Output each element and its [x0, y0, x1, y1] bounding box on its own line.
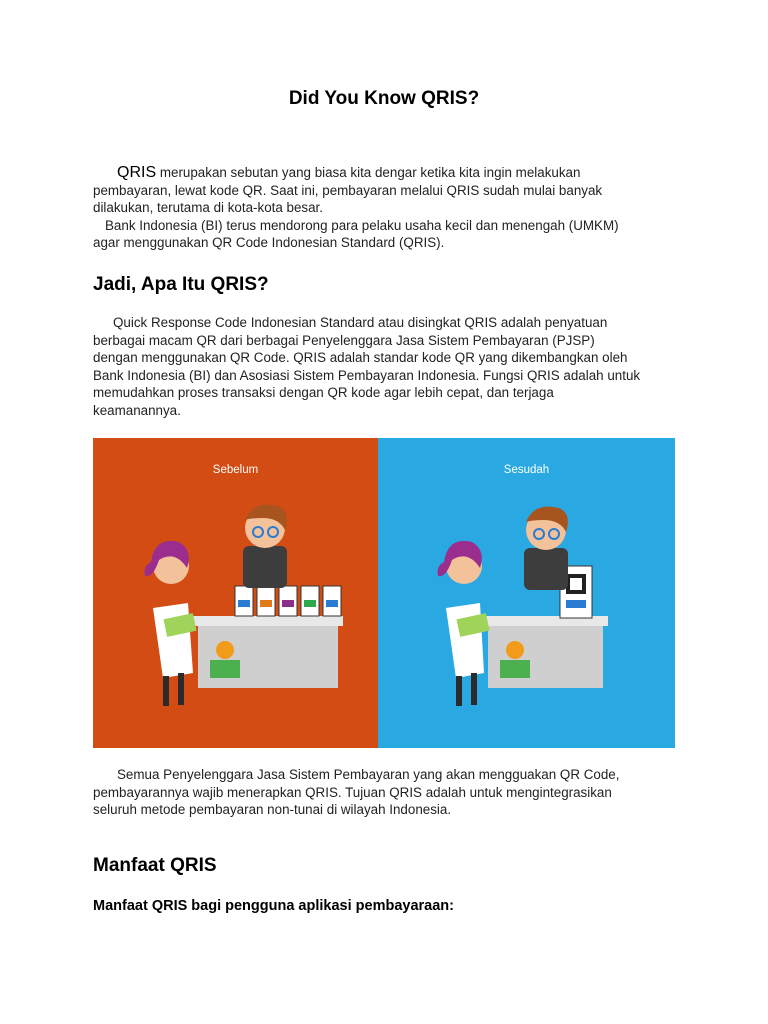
before-panel — [93, 438, 378, 748]
section1-line: keamanannya. — [93, 402, 181, 418]
before-label: Sebelum — [212, 464, 259, 476]
paragraph2-line: Semua Penyelenggara Jasa Sistem Pembayaran yang akan mengguakan QR Code, — [117, 767, 620, 782]
section1-paragraph — [93, 314, 683, 420]
section-subheading-benefits: Manfaat QRIS bagi pengguna aplikasi pembayaraan: — [93, 898, 454, 914]
after-label: Sesudah — [503, 464, 550, 476]
section-heading-manfaat-qris: Manfaat QRIS — [93, 855, 217, 876]
section1-line: Quick Response Code Indonesian Standard atau disingkat QRIS adalah penyatuan — [113, 315, 608, 330]
after-panel — [378, 438, 675, 748]
page-title: Did You Know QRIS? — [288, 88, 480, 109]
intro-paragraph — [93, 164, 683, 252]
section1-line: dengan menggunakan QR Code. QRIS adalah standar kode QR yang dikembangkan oleh — [93, 350, 628, 366]
paragraph2-line: pembayarannya wajib menerapkan QRIS. Tujuan QRIS adalah untuk mengintegrasikan — [93, 784, 612, 800]
section1-line: memudahkan proses transaksi dengan QR kode agar lebih cepat, dan terjaga — [93, 385, 554, 401]
intro-line-1 — [93, 164, 683, 182]
intro-line-2: pembayaran, lewat kode QR. Saat ini, pembayaran melalui QRIS sudah mulai banyak — [93, 182, 603, 198]
intro-line-1-text: merupakan sebutan yang biasa kita dengar ketika kita ingin melakukan — [156, 165, 581, 180]
section1-line: berbagai macam QR dari berbagai Penyelenggara Jasa Sistem Pembayaran (PJSP) — [93, 332, 595, 348]
intro-line-5: agar menggunakan QR Code Indonesian Standard (QRIS). — [93, 235, 445, 251]
after-scene-illustration — [378, 438, 675, 748]
intro-line-4: Bank Indonesia (BI) terus mendorong para pelaku usaha kecil dan menengah (UMKM) — [105, 217, 619, 233]
before-after-illustration — [93, 438, 675, 748]
intro-lead-word: QRIS — [117, 164, 157, 181]
section1-line: Bank Indonesia (BI) dan Asosiasi Sistem Pembayaran Indonesia. Fungsi QRIS adalah untuk — [93, 367, 641, 383]
paragraph-2 — [93, 766, 683, 819]
paragraph2-line: seluruh metode pembayaran non-tunai di wilayah Indonesia. — [93, 802, 452, 818]
before-scene-illustration — [93, 438, 378, 748]
intro-line-3: dilakukan, terutama di kota-kota besar. — [93, 200, 324, 216]
section-heading-what-is-qris: Jadi, Apa Itu QRIS? — [93, 274, 269, 295]
